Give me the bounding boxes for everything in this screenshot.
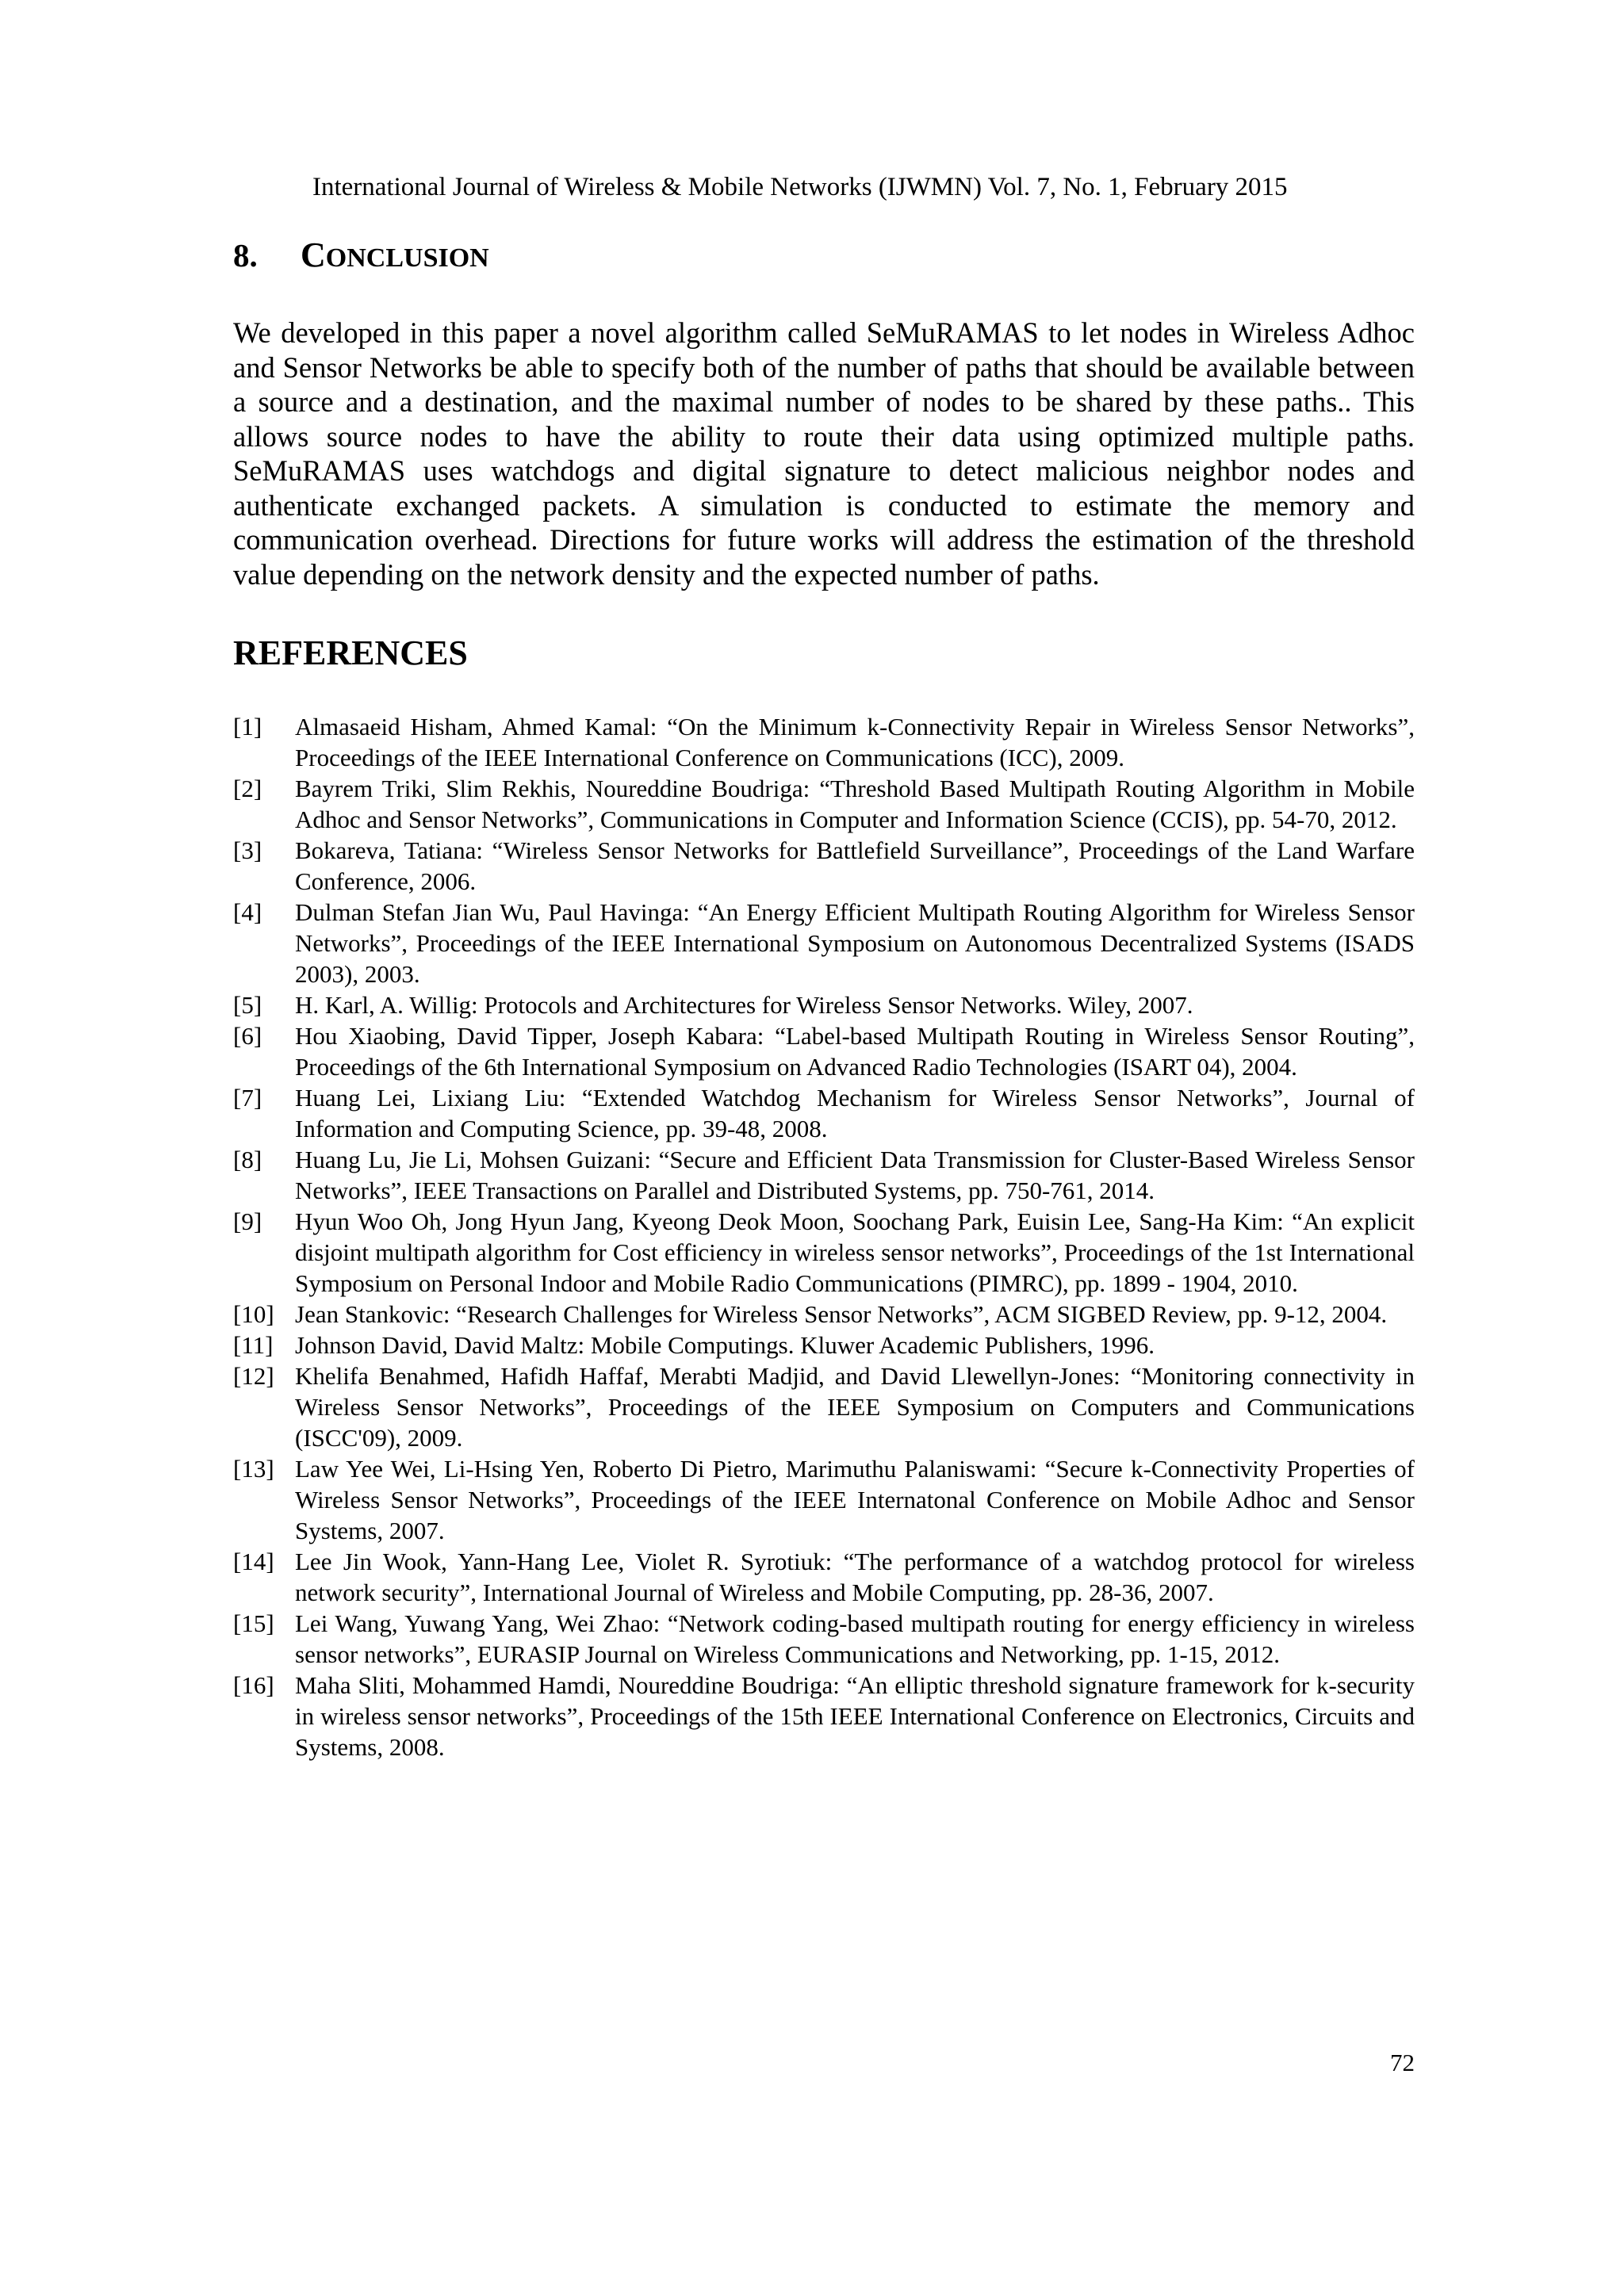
- references-heading: REFERENCES: [233, 633, 468, 672]
- reference-item: [233, 1206, 1415, 1299]
- reference-number: [14]: [233, 1548, 274, 1575]
- reference-text: Bokareva, Tatiana: “Wireless Sensor Networks for Battlefield Surveillance”, Proceedings of the Land Warfare Conference, 2006.: [295, 836, 1415, 895]
- reference-text: Johnson David, David Maltz: Mobile Computings. Kluwer Academic Publishers, 1996.: [295, 1331, 1155, 1359]
- reference-text: Hou Xiaobing, David Tipper, Joseph Kabara: “Label-based Multipath Routing in Wireless Sensor Routing”, Proceedings of the 6th International Symposium on Advanced Radio Technologies (ISART 04), 2004.: [295, 1022, 1415, 1081]
- reference-text: Hyun Woo Oh, Jong Hyun Jang, Kyeong Deok Moon, Soochang Park, Euisin Lee, Sang-Ha Kim: “An explicit disjoint multipath algorithm for Cost efficiency in wireless sensor networks”, Proceedings of the 1st International Symposium on Personal Indoor and Mobile Radio Communications (PIMRC), pp. 1899 - 1904, 2010.: [295, 1207, 1415, 1297]
- reference-number: [7]: [233, 1084, 262, 1112]
- reference-text: Huang Lei, Lixiang Liu: “Extended Watchdog Mechanism for Wireless Sensor Networks”, Journal of Information and Computing Science, pp. 39-48, 2008.: [295, 1084, 1415, 1142]
- reference-item: [233, 711, 1415, 773]
- reference-item: [233, 897, 1415, 989]
- reference-item: [233, 1144, 1415, 1206]
- section-title-initial: C: [301, 235, 326, 274]
- reference-number: [16]: [233, 1671, 274, 1699]
- reference-number: [11]: [233, 1331, 274, 1359]
- section-title-rest: ONCLUSION: [325, 243, 489, 273]
- conclusion-heading: [233, 235, 489, 279]
- reference-item: [233, 835, 1415, 897]
- reference-number: [10]: [233, 1300, 274, 1328]
- conclusion-paragraph: We developed in this paper a novel algorithm called SeMuRAMAS to let nodes in Wireless Adhoc and Sensor Networks be able to specify both of the number of paths that should be available between a source and a destination, and the maximal number of nodes to be shared by these paths.. This allows source nodes to have the ability to route their data using optimized multiple paths. SeMuRAMAS uses watchdogs and digital signature to detect malicious neighbor nodes and authenticate exchanged packets. A simulation is conducted to estimate the memory and communication overhead. Directions for future works will address the estimation of the threshold value depending on the network density and the expected number of paths.: [233, 316, 1415, 591]
- reference-number: [2]: [233, 775, 262, 802]
- reference-text: Jean Stankovic: “Research Challenges for Wireless Sensor Networks”, ACM SIGBED Review, pp. 9-12, 2004.: [295, 1300, 1388, 1328]
- reference-text: Maha Sliti, Mohammed Hamdi, Noureddine Boudriga: “An elliptic threshold signature framework for k-security in wireless sensor networks”, Proceedings of the 15th IEEE International Conference on Electronics, Circuits and Systems, 2008.: [295, 1671, 1415, 1761]
- reference-text: Dulman Stefan Jian Wu, Paul Havinga: “An Energy Efficient Multipath Routing Algorithm for Wireless Sensor Networks”, Proceedings of the IEEE International Symposium on Autonomous Decentralized Systems (ISADS 2003), 2003.: [295, 898, 1415, 988]
- reference-text: Lee Jin Wook, Yann-Hang Lee, Violet R. Syrotiuk: “The performance of a watchdog protocol for wireless network security”, International Journal of Wireless and Mobile Computing, pp. 28-36, 2007.: [295, 1548, 1415, 1606]
- reference-number: [9]: [233, 1207, 262, 1235]
- reference-item: [233, 1020, 1415, 1082]
- section-number: 8.: [233, 237, 258, 274]
- reference-item: [233, 1360, 1415, 1453]
- reference-text: Khelifa Benahmed, Hafidh Haffaf, Merabti Madjid, and David Llewellyn-Jones: “Monitoring connectivity in Wireless Sensor Networks”, Proceedings of the IEEE Symposium on Computers and Communications (ISCC'09), 2009.: [295, 1362, 1415, 1452]
- reference-text: Almasaeid Hisham, Ahmed Kamal: “On the Minimum k-Connectivity Repair in Wireless Sensor Networks”, Proceedings of the IEEE International Conference on Communications (ICC), 2009.: [295, 713, 1415, 771]
- reference-number: [13]: [233, 1455, 274, 1483]
- reference-number: [5]: [233, 991, 262, 1019]
- reference-item: [233, 989, 1415, 1020]
- reference-item: [233, 1608, 1415, 1670]
- reference-text: Law Yee Wei, Li-Hsing Yen, Roberto Di Pietro, Marimuthu Palaniswami: “Secure k-Connectivity Properties of Wireless Sensor Networks”, Proceedings of the IEEE Internatonal Conference on Mobile Adhoc and Sensor Systems, 2007.: [295, 1455, 1415, 1544]
- reference-number: [15]: [233, 1609, 274, 1637]
- reference-item: [233, 1082, 1415, 1144]
- reference-number: [6]: [233, 1022, 262, 1050]
- reference-item: [233, 1453, 1415, 1546]
- reference-text: Bayrem Triki, Slim Rekhis, Noureddine Boudriga: “Threshold Based Multipath Routing Algorithm in Mobile Adhoc and Sensor Networks”, Communications in Computer and Information Science (CCIS), pp. 54-70, 2012.: [295, 775, 1415, 833]
- running-header: International Journal of Wireless & Mobile Networks (IJWMN) Vol. 7, No. 1, February 2015: [312, 173, 1288, 201]
- reference-number: [3]: [233, 836, 262, 864]
- reference-number: [8]: [233, 1146, 262, 1173]
- reference-number: [4]: [233, 898, 262, 926]
- reference-text: H. Karl, A. Willig: Protocols and Architectures for Wireless Sensor Networks. Wiley, 2007.: [295, 991, 1193, 1019]
- reference-item: [233, 1670, 1415, 1762]
- reference-text: Lei Wang, Yuwang Yang, Wei Zhao: “Network coding-based multipath routing for energy efficiency in wireless sensor networks”, EURASIP Journal on Wireless Communications and Networking, pp. 1-15, 2012.: [295, 1609, 1415, 1668]
- reference-item: [233, 1330, 1415, 1360]
- reference-item: [233, 773, 1415, 835]
- reference-list: [233, 711, 1415, 1762]
- page-number: 72: [1390, 2049, 1415, 2076]
- reference-item: [233, 1546, 1415, 1608]
- reference-number: [12]: [233, 1362, 274, 1390]
- reference-item: [233, 1299, 1415, 1330]
- reference-text: Huang Lu, Jie Li, Mohsen Guizani: “Secure and Efficient Data Transmission for Cluster-Based Wireless Sensor Networks”, IEEE Transactions on Parallel and Distributed Systems, pp. 750-761, 2014.: [295, 1146, 1415, 1204]
- reference-number: [1]: [233, 713, 262, 740]
